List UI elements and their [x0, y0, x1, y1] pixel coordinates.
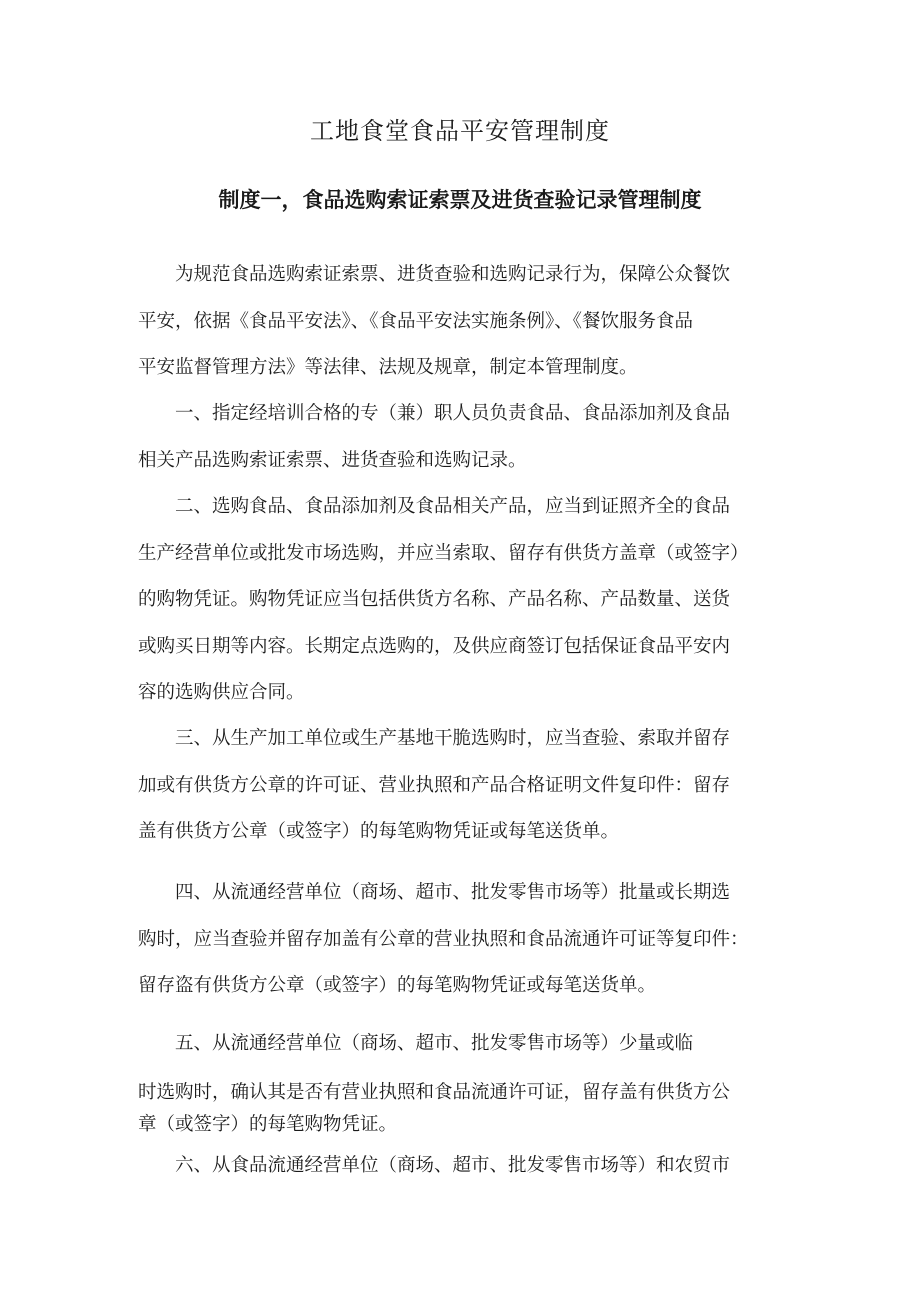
paragraph-line: 生产经营单位或批发市场选购，并应当索取、留存有供货方盖章（或签字）: [138, 542, 749, 564]
document-title: 工地食堂食品平安管理制度: [310, 117, 610, 145]
paragraph-item-6: [138, 1143, 798, 1190]
paragraph-line: 的购物凭证。购物凭证应当包括供货方名称、产品名称、产品数量、送货: [138, 589, 731, 610]
paragraph-line: 六、从食品流通经营单位（商场、超市、批发零售市场等）和农贸市: [175, 1155, 731, 1176]
paragraph-line: 四、从流通经营单位（商场、超市、批发零售市场等）批量或长期选: [175, 882, 731, 903]
paragraph-line: 章（或签字）的每笔购物凭证。: [138, 1114, 398, 1135]
paragraph-item-1: [138, 391, 798, 484]
paragraph-line: 三、从生产加工单位或生产基地干脆选购时，应当查验、索取并留存: [175, 728, 731, 749]
paragraph-line: 五、从流通经营单位（商场、超市、批发零售市场等）少量或临: [175, 1033, 694, 1054]
paragraph-line: 留存盗有供货方公章（或签字）的每笔购物凭证或每笔送货单。: [138, 975, 657, 996]
paragraph-line: 容的选购供应合同。: [138, 682, 305, 703]
paragraph-line: 时选购时，确认其是否有营业执照和食品流通许可证，留存盖有供货方公: [138, 1082, 731, 1103]
paragraph-line: 平安监督管理方法》等法律、法规及规章，制定本管理制度。: [138, 357, 638, 378]
paragraph-line: 平安，依据《食品平安法》、《食品平安法实施条例》、《餐饮服务食品: [138, 310, 694, 332]
paragraph-intro: [138, 252, 798, 392]
paragraph-line: 加或有供货方公章的许可证、营业执照和产品合格证明文件复印件：留存: [138, 774, 731, 796]
paragraph-line: 盖有供货方公章（或签字）的每笔购物凭证或每笔送货单。: [138, 821, 620, 842]
paragraph-line: 为规范食品选购索证索票、进货查验和选购记录行为，保障公众餐饮: [175, 264, 731, 285]
paragraph-line: 购时，应当查验并留存加盖有公章的营业执照和食品流通许可证等复印件：: [138, 928, 749, 950]
paragraph-line: 一、指定经培训合格的专（兼）职人员负责食品、食品添加剂及食品: [175, 403, 731, 424]
paragraph-item-2: [138, 484, 798, 717]
paragraph-item-3: [138, 716, 798, 856]
paragraph-line: 二、选购食品、食品添加剂及食品相关产品，应当到证照齐全的食品: [175, 496, 731, 517]
document-subtitle: 制度一，食品选购索证索票及进货查验记录管理制度: [218, 188, 702, 212]
paragraph-item-5: [138, 1021, 798, 1068]
paragraph-line: 相关产品选购索证索票、进货查验和选购记录。: [138, 449, 527, 471]
paragraph-item-4: [138, 870, 798, 1010]
paragraph-line: 或购买日期等内容。长期定点选购的，及供应商签订包括保证食品平安内: [138, 635, 731, 657]
paragraph-item-5-continued: [138, 1077, 798, 1141]
